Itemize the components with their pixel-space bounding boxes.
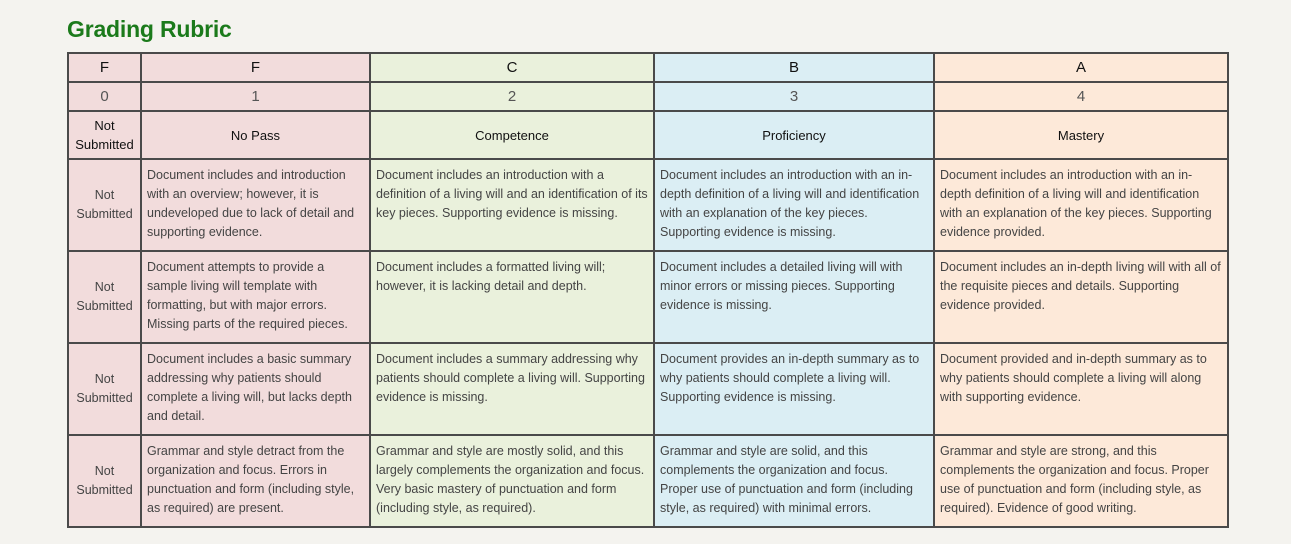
competence-cell: Document includes an introduction with a definition of a living will and an identification of its key pieces. Supporting evidence is missing. (370, 159, 654, 251)
not-submitted-cell: Not Submitted (68, 159, 141, 251)
grade-cell: F (68, 53, 141, 82)
proficiency-cell: Grammar and style are solid, and this complements the organization and focus. Proper use of punctuation and form (including style, as required) with minimal errors. (654, 435, 934, 527)
grade-row (68, 53, 1228, 82)
competence-cell: Grammar and style are mostly solid, and this largely complements the organization and focus. Very basic mastery of punctuation and form (including style, as required). (370, 435, 654, 527)
points-cell: 1 (141, 82, 370, 111)
mastery-cell: Document includes an introduction with an in-depth definition of a living will and identification with an explanation of the key pieces. Supporting evidence provided. (934, 159, 1228, 251)
competence-cell: Document includes a formatted living will; however, it is lacking detail and depth. (370, 251, 654, 343)
proficiency-cell: Document includes a detailed living will with minor errors or missing pieces. Supporting evidence is missing. (654, 251, 934, 343)
points-row (68, 82, 1228, 111)
not-submitted-cell: Not Submitted (68, 343, 141, 435)
proficiency-cell: Document includes an introduction with an in-depth definition of a living will and identification with an explanation of the key pieces. Supporting evidence is missing. (654, 159, 934, 251)
mastery-cell: Grammar and style are strong, and this complements the organization and focus. Proper use of punctuation and form (including style, as required). Evidence of good writing. (934, 435, 1228, 527)
criterion-row (68, 251, 1228, 343)
no-pass-cell: Grammar and style detract from the organization and focus. Errors in punctuation and form (including style, as required) are present. (141, 435, 370, 527)
level-cell: Proficiency (654, 111, 934, 159)
no-pass-cell: Document includes a basic summary addressing why patients should complete a living will, but lacks depth and detail. (141, 343, 370, 435)
points-cell: 0 (68, 82, 141, 111)
criterion-row (68, 159, 1228, 251)
grade-cell: B (654, 53, 934, 82)
grade-cell: C (370, 53, 654, 82)
points-cell: 2 (370, 82, 654, 111)
not-submitted-cell: Not Submitted (68, 435, 141, 527)
mastery-cell: Document includes an in-depth living will with all of the requisite pieces and details. Supporting evidence provided. (934, 251, 1228, 343)
level-cell: Not Submitted (68, 111, 141, 159)
points-cell: 3 (654, 82, 934, 111)
grading-rubric-table (67, 52, 1229, 528)
page-title: Grading Rubric (67, 16, 232, 42)
level-cell: No Pass (141, 111, 370, 159)
grade-cell: F (141, 53, 370, 82)
grade-cell: A (934, 53, 1228, 82)
level-cell: Mastery (934, 111, 1228, 159)
competence-cell: Document includes a summary addressing why patients should complete a living will. Supporting evidence is missing. (370, 343, 654, 435)
not-submitted-cell: Not Submitted (68, 251, 141, 343)
no-pass-cell: Document includes and introduction with an overview; however, it is undeveloped due to lack of detail and supporting evidence. (141, 159, 370, 251)
no-pass-cell: Document attempts to provide a sample living will template with formatting, but with major errors. Missing parts of the required pieces. (141, 251, 370, 343)
criterion-row (68, 343, 1228, 435)
level-row (68, 111, 1228, 159)
proficiency-cell: Document provides an in-depth summary as to why patients should complete a living will. Supporting evidence is missing. (654, 343, 934, 435)
criterion-row (68, 435, 1228, 527)
level-cell: Competence (370, 111, 654, 159)
mastery-cell: Document provided and in-depth summary as to why patients should complete a living will along with supporting evidence. (934, 343, 1228, 435)
points-cell: 4 (934, 82, 1228, 111)
